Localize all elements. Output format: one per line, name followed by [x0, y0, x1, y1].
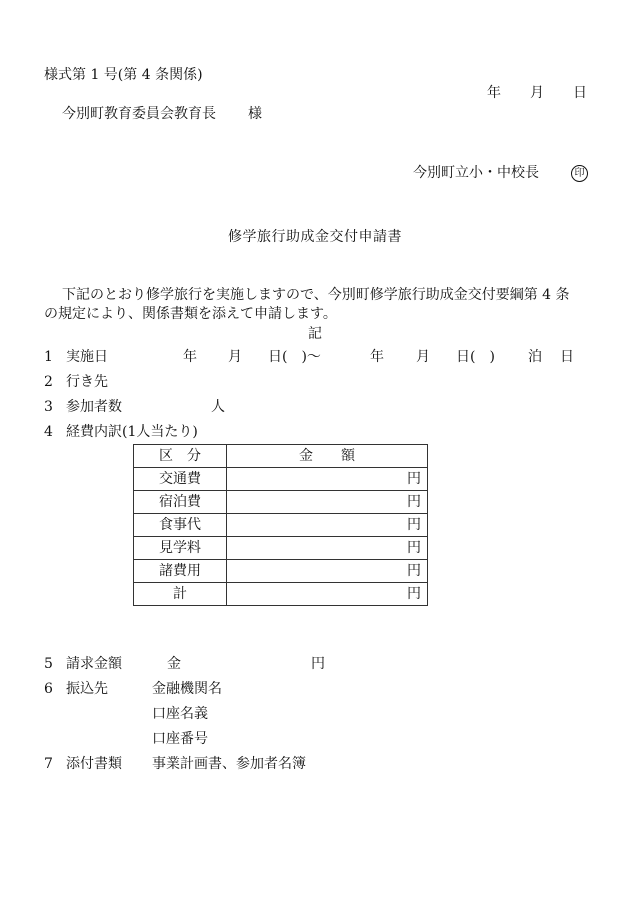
item-1-label: 実施日	[66, 349, 108, 365]
start-year-label: 年	[183, 349, 197, 365]
expense-table	[133, 444, 428, 606]
item-7-number: 7	[44, 756, 53, 772]
form-number: 様式第 1 号(第 4 条関係)	[44, 67, 203, 83]
row-label: 諸費用	[134, 560, 227, 583]
row-amount: 円	[227, 491, 428, 514]
seal-icon: 印	[571, 165, 588, 182]
item-2-label: 行き先	[66, 374, 108, 390]
row-label: 交通費	[134, 468, 227, 491]
row-amount: 円	[227, 583, 428, 606]
row-amount: 円	[227, 468, 428, 491]
addressee-honorific: 様	[248, 106, 262, 122]
row-amount: 円	[227, 560, 428, 583]
item-7-label: 添付書類	[66, 756, 122, 772]
date-day-label: 日	[573, 85, 587, 101]
bank-name-label: 金融機関名	[152, 681, 222, 697]
nights-label: 泊	[528, 349, 542, 365]
ki-heading: 記	[308, 326, 322, 342]
date-year-label: 年	[487, 85, 501, 101]
table-row	[134, 560, 428, 583]
table-row	[134, 468, 428, 491]
item-3-number: 3	[44, 399, 53, 415]
start-day-label: 日( )～	[268, 349, 321, 365]
table-row	[134, 491, 428, 514]
item-4-label: 経費内訳(1人当たり)	[66, 424, 198, 440]
column-header-amount: 金 額	[227, 445, 428, 468]
applicant-name: 今別町立小・中校長	[413, 165, 539, 181]
item-2-number: 2	[44, 374, 53, 390]
table-row	[134, 537, 428, 560]
item-6-label: 振込先	[66, 681, 108, 697]
account-holder-label: 口座名義	[152, 706, 208, 722]
item-1-number: 1	[44, 349, 53, 365]
end-year-label: 年	[370, 349, 384, 365]
table-row	[134, 514, 428, 537]
item-3-label: 参加者数	[66, 399, 122, 415]
account-number-label: 口座番号	[152, 731, 208, 747]
claim-prefix: 金	[167, 656, 181, 672]
start-month-label: 月	[228, 349, 242, 365]
column-header-category: 区 分	[134, 445, 227, 468]
table-header-row	[134, 445, 428, 468]
item-4-number: 4	[44, 424, 53, 440]
days-label: 日	[560, 349, 574, 365]
item-5-label: 請求金額	[66, 656, 122, 672]
attachments-value: 事業計画書、参加者名簿	[152, 756, 306, 772]
row-label: 見学料	[134, 537, 227, 560]
row-amount: 円	[227, 537, 428, 560]
end-day-label: 日( )	[456, 349, 495, 365]
table-row-total	[134, 583, 428, 606]
date-month-label: 月	[530, 85, 544, 101]
body-line-2: の規定により、関係書類を添えて申請します。	[44, 306, 337, 322]
body-line-1: 下記のとおり修学旅行を実施しますので、今別町修学旅行助成金交付要綱第 4 条	[62, 287, 570, 303]
end-month-label: 月	[416, 349, 430, 365]
addressee-name: 今別町教育委員会教育長	[62, 106, 216, 122]
row-label: 宿泊費	[134, 491, 227, 514]
row-label: 計	[134, 583, 227, 606]
item-5-number: 5	[44, 656, 53, 672]
claim-unit: 円	[311, 656, 325, 672]
item-6-number: 6	[44, 681, 53, 697]
page-title: 修学旅行助成金交付申請書	[228, 229, 402, 245]
row-label: 食事代	[134, 514, 227, 537]
row-amount: 円	[227, 514, 428, 537]
participants-unit: 人	[211, 399, 225, 415]
